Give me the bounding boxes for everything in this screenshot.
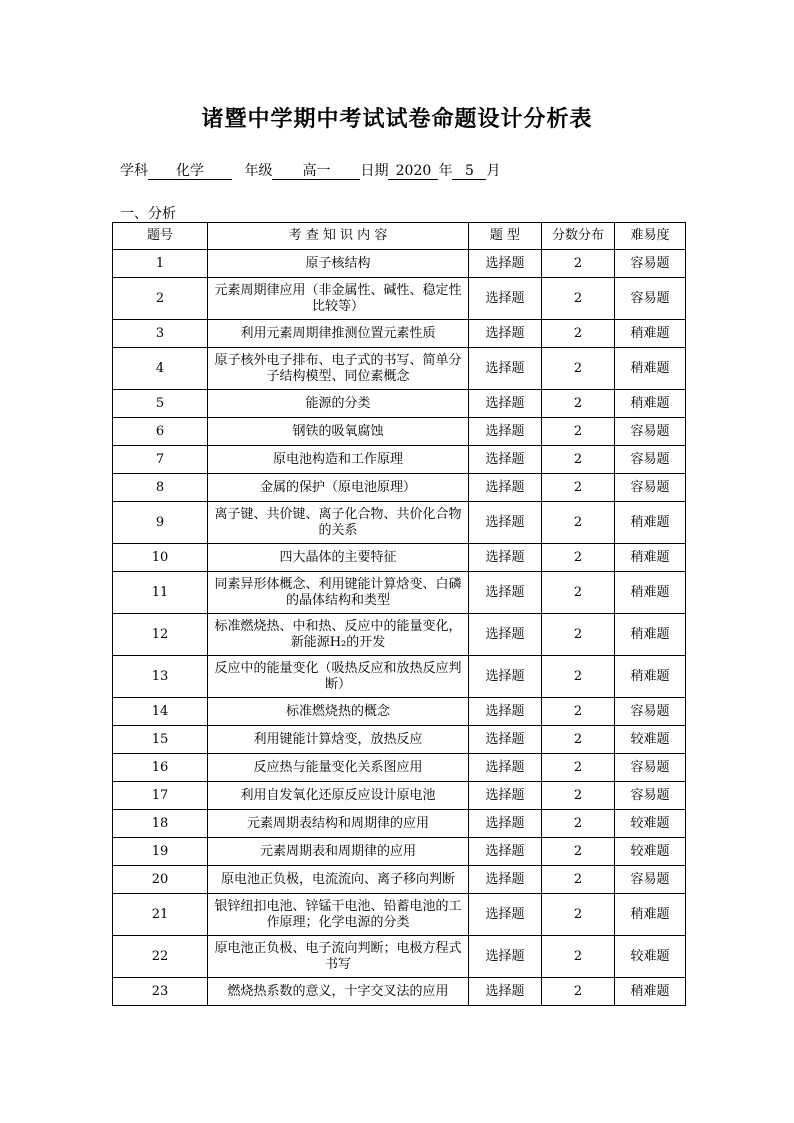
cell-difficulty: 较难题: [615, 838, 686, 866]
cell-type: 选择题: [469, 936, 542, 978]
date-label: 日期: [360, 163, 389, 179]
header-content: 考 查 知 识 内 容: [208, 223, 469, 250]
cell-type: 选择题: [469, 250, 542, 278]
section-title: 一、分析: [120, 206, 176, 222]
cell-difficulty: 容易题: [615, 278, 686, 320]
cell-type: 选择题: [469, 726, 542, 754]
cell-no: 17: [113, 782, 208, 810]
cell-no: 4: [113, 348, 208, 390]
cell-difficulty: 稍难题: [615, 320, 686, 348]
grade-label: 年级: [244, 163, 273, 179]
cell-type: 选择题: [469, 978, 542, 1006]
cell-content: 原电池正负极、电子流向判断；电极方程式书写: [208, 936, 469, 978]
subject-value: 化学: [148, 163, 232, 180]
table-row: [113, 418, 686, 446]
cell-difficulty: 稍难题: [615, 656, 686, 698]
cell-content: 银锌纽扣电池、锌锰干电池、铅蓄电池的工作原理；化学电源的分类: [208, 894, 469, 936]
table-row: [113, 502, 686, 544]
cell-no: 21: [113, 894, 208, 936]
cell-no: 5: [113, 390, 208, 418]
cell-content: 原子核外电子排布、电子式的书写、简单分子结构模型、同位素概念: [208, 348, 469, 390]
cell-content: 燃烧热系数的意义，十字交叉法的应用: [208, 978, 469, 1006]
table-row: [113, 936, 686, 978]
cell-no: 13: [113, 656, 208, 698]
cell-content: 反应中的能量变化（吸热反应和放热反应判断）: [208, 656, 469, 698]
cell-content: 利用自发氧化还原反应设计原电池: [208, 782, 469, 810]
cell-content: 原电池构造和工作原理: [208, 446, 469, 474]
cell-score: 2: [542, 782, 615, 810]
cell-no: 11: [113, 572, 208, 614]
table-row: [113, 544, 686, 572]
cell-score: 2: [542, 698, 615, 726]
table-row: [113, 250, 686, 278]
table-row: [113, 572, 686, 614]
table-row: [113, 614, 686, 656]
year-value: 2020: [388, 163, 438, 180]
cell-content: 利用元素周期律推测位置元素性质: [208, 320, 469, 348]
cell-difficulty: 稍难题: [615, 894, 686, 936]
table-row: [113, 894, 686, 936]
table-header-row: [113, 223, 686, 250]
cell-type: 选择题: [469, 320, 542, 348]
cell-content: 同素异形体概念、利用键能计算焓变、白磷的晶体结构和类型: [208, 572, 469, 614]
cell-score: 2: [542, 502, 615, 544]
cell-no: 1: [113, 250, 208, 278]
cell-no: 14: [113, 698, 208, 726]
cell-type: 选择题: [469, 418, 542, 446]
cell-score: 2: [542, 754, 615, 782]
cell-type: 选择题: [469, 698, 542, 726]
year-label: 年: [438, 163, 453, 179]
grade-value: 高一: [272, 163, 360, 180]
cell-difficulty: 容易题: [615, 446, 686, 474]
cell-difficulty: 稍难题: [615, 544, 686, 572]
cell-difficulty: 容易题: [615, 418, 686, 446]
cell-content: 金属的保护（原电池原理）: [208, 474, 469, 502]
subject-label: 学科: [120, 163, 148, 179]
cell-content: 元素周期表和周期律的应用: [208, 838, 469, 866]
cell-difficulty: 较难题: [615, 810, 686, 838]
cell-difficulty: 稍难题: [615, 572, 686, 614]
cell-difficulty: 容易题: [615, 866, 686, 894]
cell-content: 反应热与能量变化关系图应用: [208, 754, 469, 782]
page-title: 诸暨中学期中考试试卷命题设计分析表: [201, 106, 593, 132]
cell-score: 2: [542, 544, 615, 572]
cell-type: 选择题: [469, 544, 542, 572]
cell-type: 选择题: [469, 502, 542, 544]
cell-score: 2: [542, 614, 615, 656]
header-no: 题号: [113, 223, 208, 250]
cell-score: 2: [542, 866, 615, 894]
cell-type: 选择题: [469, 348, 542, 390]
month-label: 月: [486, 163, 501, 179]
cell-type: 选择题: [469, 390, 542, 418]
cell-content: 原电池正负极，电流流向、离子移向判断: [208, 866, 469, 894]
cell-score: 2: [542, 572, 615, 614]
cell-no: 6: [113, 418, 208, 446]
cell-no: 2: [113, 278, 208, 320]
cell-type: 选择题: [469, 866, 542, 894]
cell-difficulty: 稍难题: [615, 348, 686, 390]
cell-content: 元素周期律应用（非金属性、碱性、稳定性比较等）: [208, 278, 469, 320]
cell-score: 2: [542, 838, 615, 866]
cell-score: 2: [542, 320, 615, 348]
cell-no: 3: [113, 320, 208, 348]
cell-score: 2: [542, 936, 615, 978]
cell-content: 能源的分类: [208, 390, 469, 418]
table-row: [113, 810, 686, 838]
cell-no: 18: [113, 810, 208, 838]
cell-content: 元素周期表结构和周期律的应用: [208, 810, 469, 838]
table-row: [113, 474, 686, 502]
cell-difficulty: 稍难题: [615, 390, 686, 418]
cell-type: 选择题: [469, 754, 542, 782]
cell-no: 16: [113, 754, 208, 782]
cell-content: 四大晶体的主要特征: [208, 544, 469, 572]
cell-score: 2: [542, 348, 615, 390]
meta-line: [120, 160, 500, 180]
cell-score: 2: [542, 278, 615, 320]
cell-content: 利用键能计算焓变，放热反应: [208, 726, 469, 754]
cell-no: 22: [113, 936, 208, 978]
table-row: [113, 782, 686, 810]
cell-score: 2: [542, 418, 615, 446]
analysis-table: [112, 222, 686, 1006]
table-row: [113, 348, 686, 390]
table-row: [113, 320, 686, 348]
cell-score: 2: [542, 978, 615, 1006]
cell-type: 选择题: [469, 446, 542, 474]
cell-no: 10: [113, 544, 208, 572]
cell-difficulty: 容易题: [615, 474, 686, 502]
cell-content: 原子核结构: [208, 250, 469, 278]
cell-type: 选择题: [469, 572, 542, 614]
cell-no: 7: [113, 446, 208, 474]
header-difficulty: 难易度: [615, 223, 686, 250]
cell-type: 选择题: [469, 278, 542, 320]
cell-no: 9: [113, 502, 208, 544]
cell-score: 2: [542, 250, 615, 278]
cell-type: 选择题: [469, 656, 542, 698]
cell-no: 15: [113, 726, 208, 754]
cell-difficulty: 容易题: [615, 250, 686, 278]
cell-score: 2: [542, 446, 615, 474]
cell-score: 2: [542, 726, 615, 754]
table-row: [113, 698, 686, 726]
table-row: [113, 726, 686, 754]
month-value: 5: [452, 163, 486, 180]
cell-difficulty: 容易题: [615, 782, 686, 810]
cell-no: 20: [113, 866, 208, 894]
cell-score: 2: [542, 894, 615, 936]
cell-score: 2: [542, 810, 615, 838]
cell-no: 23: [113, 978, 208, 1006]
cell-content: 标准燃烧热、中和热、反应中的能量变化，新能源H₂的开发: [208, 614, 469, 656]
table-row: [113, 278, 686, 320]
cell-score: 2: [542, 656, 615, 698]
cell-difficulty: 稍难题: [615, 502, 686, 544]
table-row: [113, 390, 686, 418]
table-row: [113, 656, 686, 698]
cell-type: 选择题: [469, 614, 542, 656]
table-row: [113, 866, 686, 894]
cell-score: 2: [542, 390, 615, 418]
cell-type: 选择题: [469, 474, 542, 502]
table-row: [113, 978, 686, 1006]
cell-no: 12: [113, 614, 208, 656]
cell-no: 8: [113, 474, 208, 502]
cell-content: 离子键、共价键、离子化合物、共价化合物的关系: [208, 502, 469, 544]
cell-difficulty: 较难题: [615, 936, 686, 978]
table-row: [113, 838, 686, 866]
cell-score: 2: [542, 474, 615, 502]
cell-difficulty: 容易题: [615, 754, 686, 782]
cell-type: 选择题: [469, 810, 542, 838]
table-row: [113, 446, 686, 474]
cell-content: 钢铁的吸氧腐蚀: [208, 418, 469, 446]
cell-type: 选择题: [469, 782, 542, 810]
cell-no: 19: [113, 838, 208, 866]
cell-content: 标准燃烧热的概念: [208, 698, 469, 726]
header-type: 题 型: [469, 223, 542, 250]
cell-difficulty: 较难题: [615, 726, 686, 754]
header-score: 分数分布: [542, 223, 615, 250]
cell-difficulty: 稍难题: [615, 614, 686, 656]
cell-type: 选择题: [469, 838, 542, 866]
cell-difficulty: 容易题: [615, 698, 686, 726]
cell-type: 选择题: [469, 894, 542, 936]
cell-difficulty: 稍难题: [615, 978, 686, 1006]
table-row: [113, 754, 686, 782]
